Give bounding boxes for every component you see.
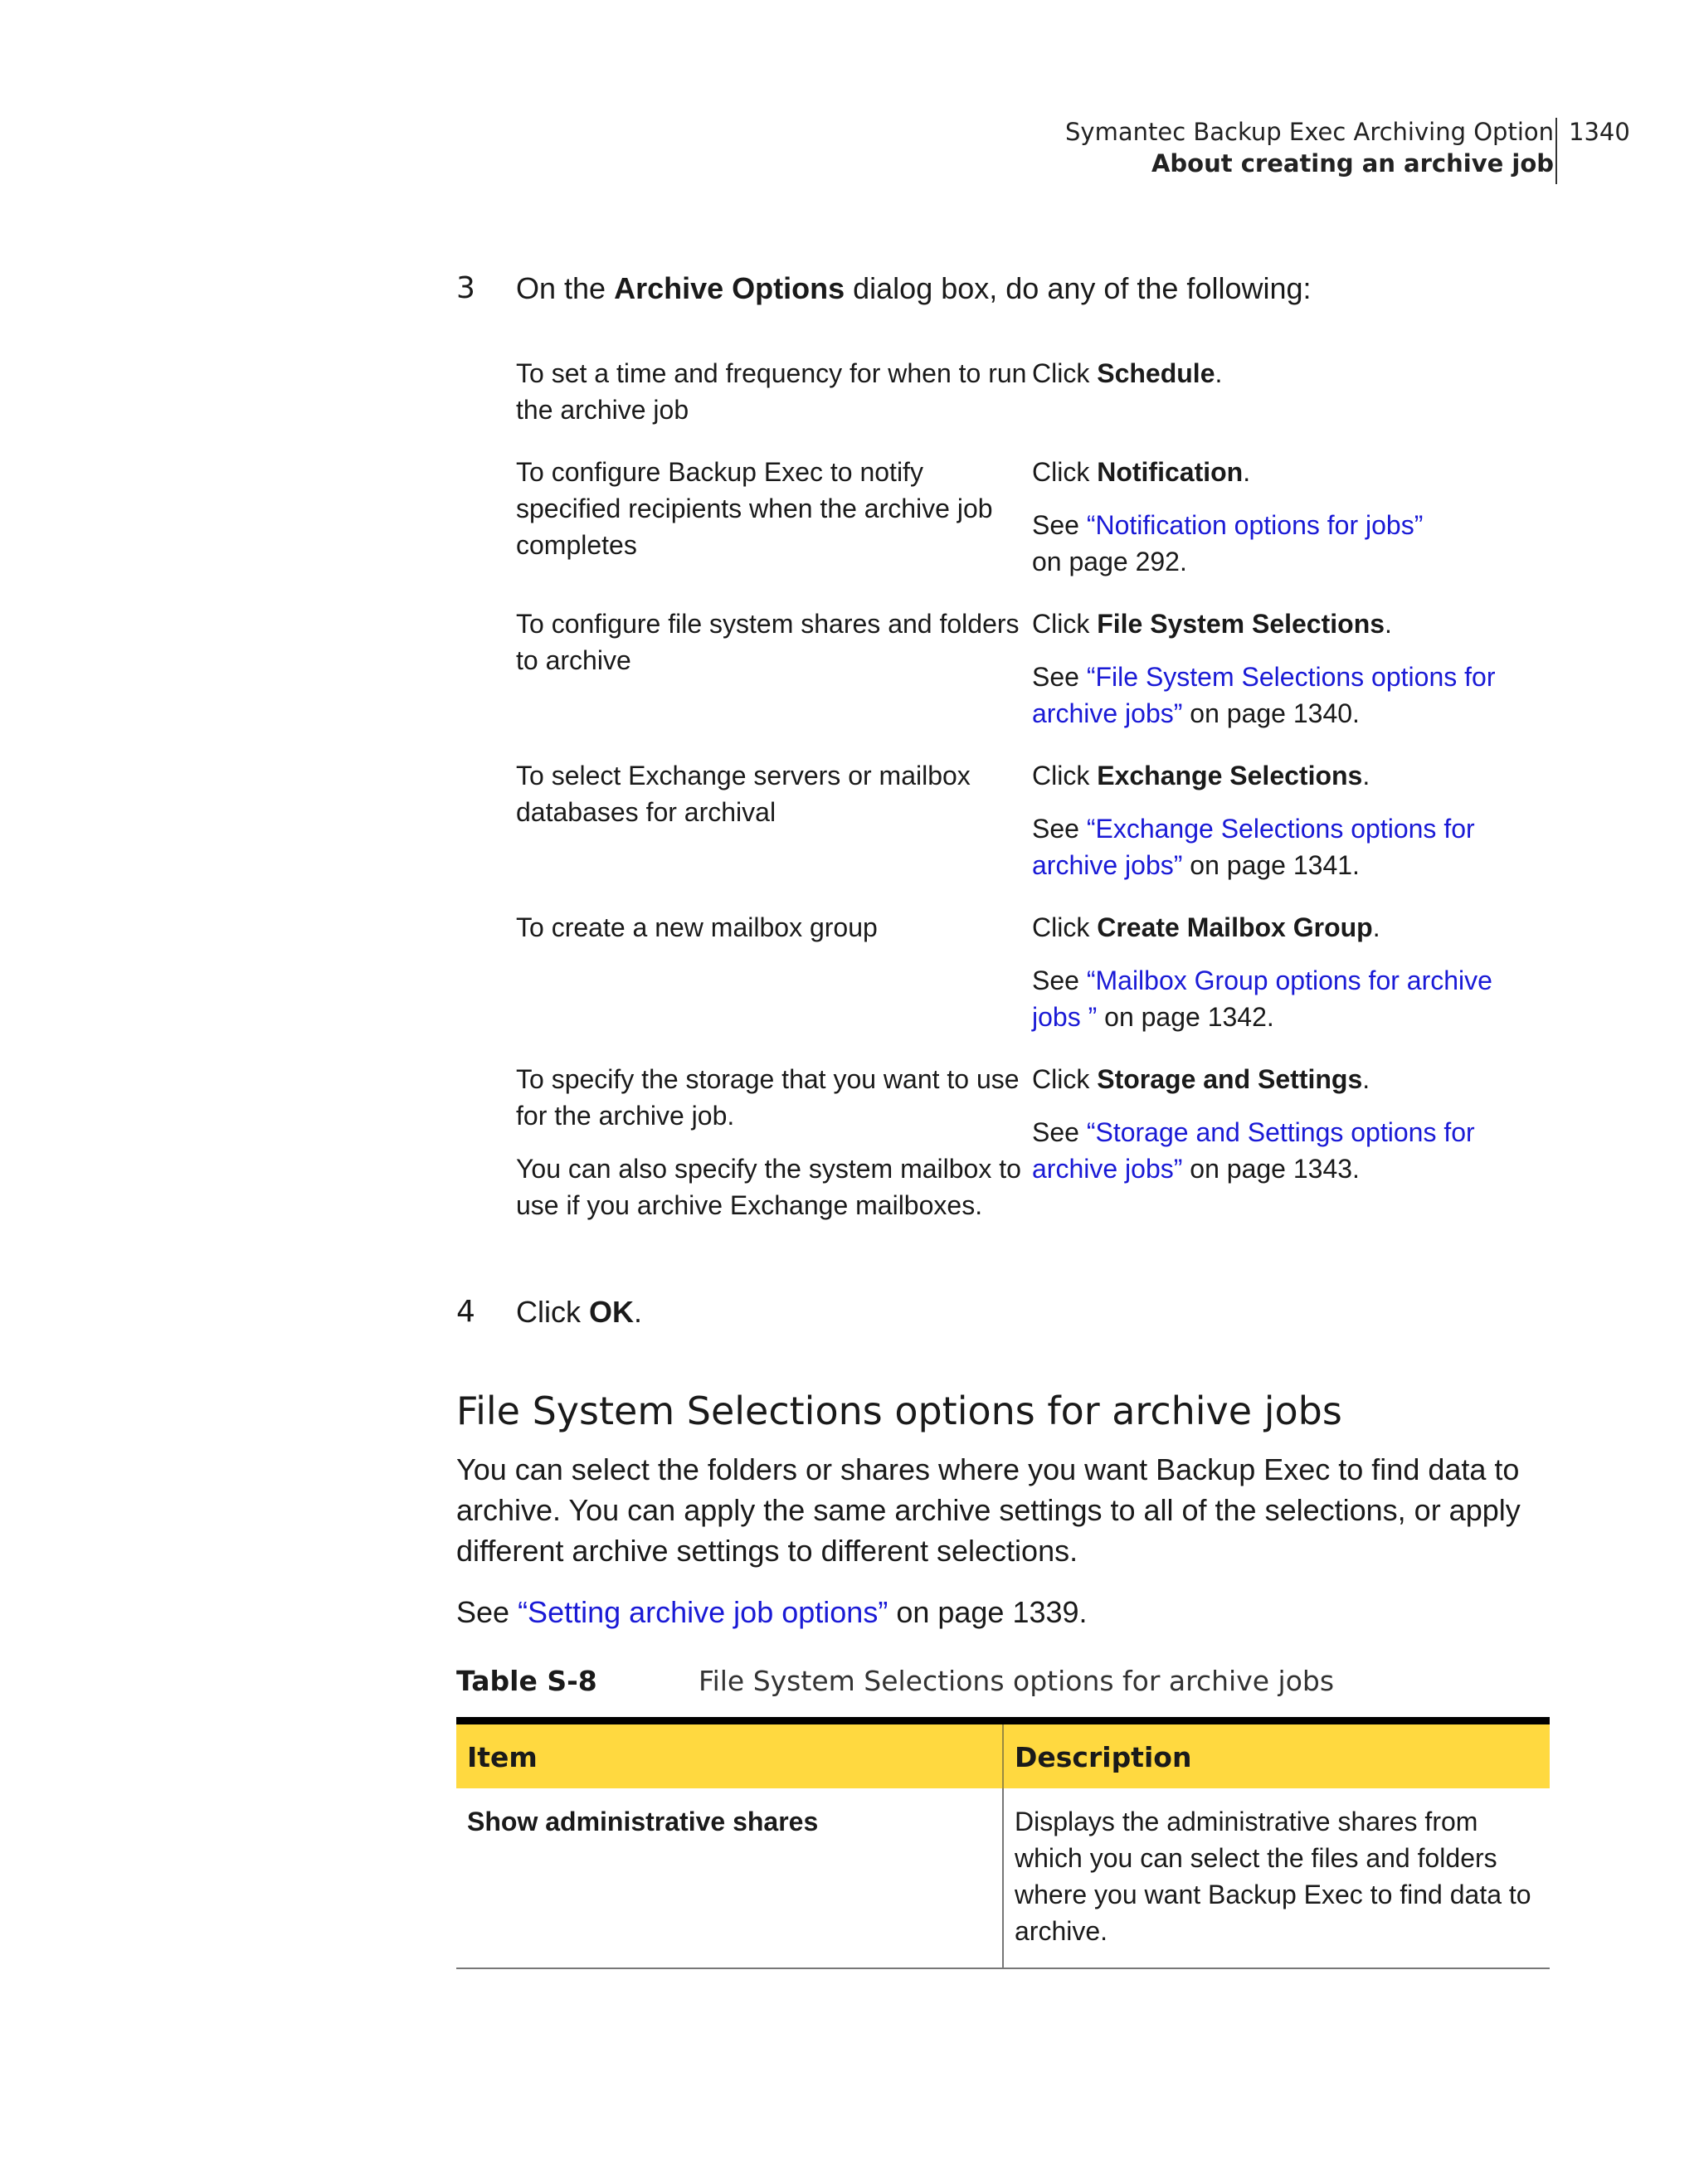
running-header [1065,116,1554,179]
xref-link[interactable]: “Mailbox Group options for archive jobs ” [1032,966,1492,1032]
header-divider [1555,118,1557,184]
table-header-row [456,1721,1550,1789]
column-header-item: Item [456,1721,1003,1789]
section-heading: File System Selections options for archive jobs [456,1389,1342,1433]
step-text: On the Archive Options dialog box, do any of the following: [516,271,1312,305]
table-cell-description: Displays the administrative shares from which you can select the files and folders where you want Backup Exec to find data to archive. [1003,1788,1550,1968]
option-description: To configure Backup Exec to notify specified recipients when the archive job completes [516,457,993,560]
button-name: OK [589,1295,634,1329]
document-title: Symantec Backup Exec Archiving Option [1065,118,1554,146]
option-row [516,757,1536,883]
cross-reference: See “Exchange Selections options for archive jobs” on page 1341. [1032,814,1475,880]
table-title: File System Selections options for archive jobs [699,1665,1335,1697]
option-action: Click Schedule. [1032,358,1223,388]
table-label: Table S-8 [456,1665,597,1697]
xref-link[interactable]: “Exchange Selections options for archive jobs” [1032,814,1475,880]
option-row [516,355,1536,428]
table-cell-item: Show administrative shares [456,1788,1003,1968]
xref-link[interactable]: “Setting archive job options” [518,1595,888,1629]
xref-link[interactable]: “File System Selections options for archive jobs” [1032,662,1496,728]
option-description: To configure file system shares and folders to archive [516,609,1020,675]
page-number: 1340 [1569,118,1630,146]
section-title: About creating an archive job [1151,149,1554,178]
cross-reference: See “Notification options for jobs” on page 292. [1032,510,1424,576]
step-number: 3 [456,271,475,305]
section-intro: You can select the folders or shares where you want Backup Exec to find data to archive. You can apply the same archive settings to all of the selections, or apply different archive settings to different selections. [456,1452,1521,1568]
options-table [456,1717,1550,1969]
section-cross-reference: See “Setting archive job options” on page 1339. [456,1595,1088,1629]
option-row [516,909,1536,1035]
table-caption [456,1664,1334,1699]
option-action: Click Storage and Settings. [1032,1064,1370,1094]
option-action: Click File System Selections. [1032,609,1392,639]
options-list [516,355,1536,1249]
dialog-name: Archive Options [614,271,845,305]
option-description: To select Exchange servers or mailbox databases for archival [516,761,971,827]
option-action: Click Exchange Selections. [1032,761,1370,790]
xref-link[interactable]: “Notification options for jobs” [1086,510,1424,540]
step-text: Click OK. [516,1295,643,1329]
option-description: To create a new mailbox group [516,912,878,942]
cross-reference: See “Mailbox Group options for archive jobs ” on page 1342. [1032,966,1492,1032]
option-description: To set a time and frequency for when to run the archive job [516,358,1027,425]
option-row [516,606,1536,732]
option-note: You can also specify the system mailbox to use if you archive Exchange mailboxes. [516,1154,1021,1220]
option-description: To specify the storage that you want to use for the archive job. [516,1064,1020,1131]
option-action: Click Notification. [1032,457,1251,487]
option-action: Click Create Mailbox Group. [1032,912,1380,942]
option-row [516,454,1536,580]
step-number: 4 [456,1295,475,1329]
cross-reference: See “Storage and Settings options for archive jobs” on page 1343. [1032,1117,1475,1184]
xref-link[interactable]: “Storage and Settings options for archive jobs” [1032,1117,1475,1184]
column-header-description: Description [1003,1721,1550,1789]
option-row [516,1061,1536,1223]
table-row [456,1788,1550,1968]
cross-reference: See “File System Selections options for archive jobs” on page 1340. [1032,662,1496,728]
